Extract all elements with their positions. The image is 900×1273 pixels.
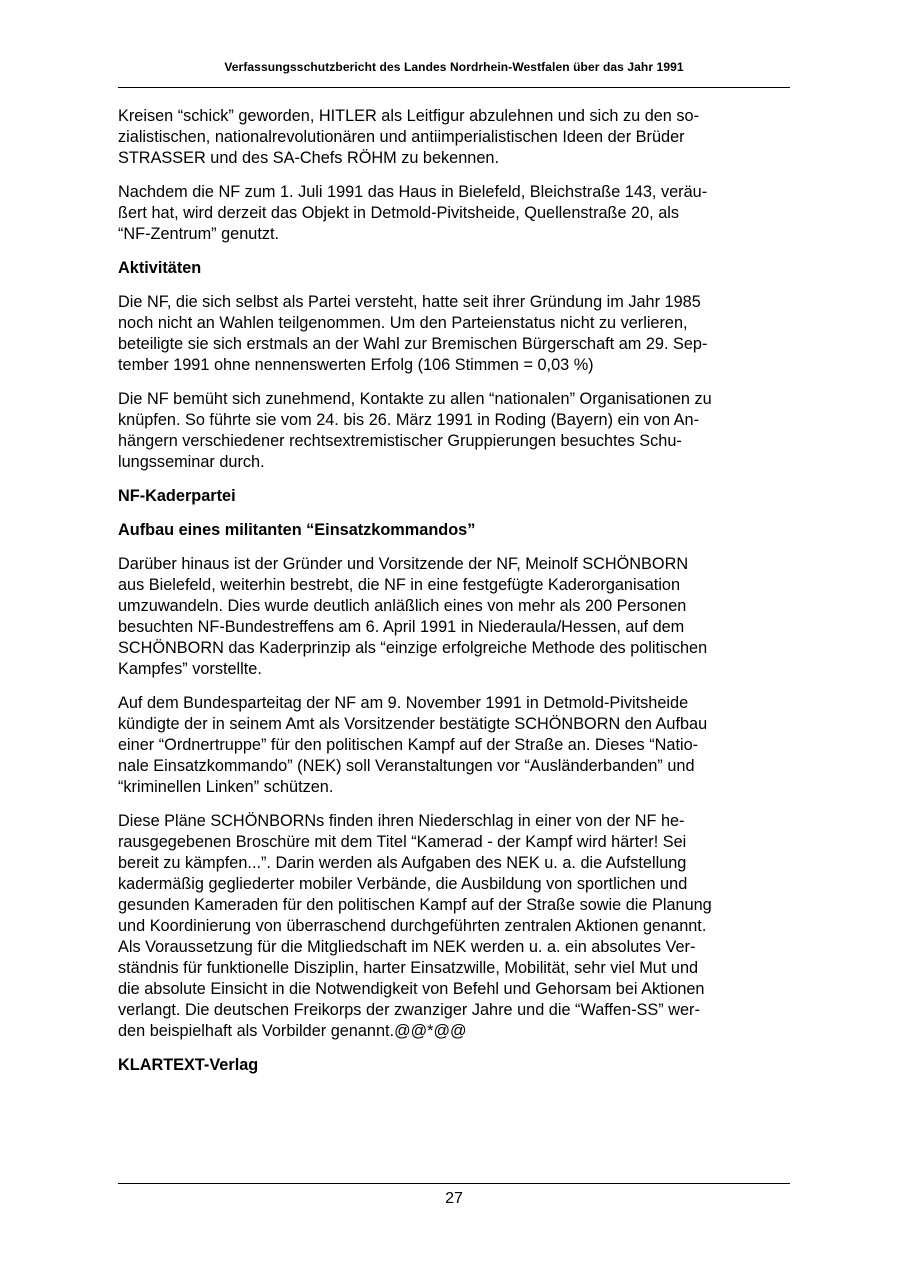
page-body <box>118 106 790 1089</box>
heading-einsatzkommando: Aufbau eines militanten “Einsatzkommandos” <box>118 521 476 539</box>
paragraph-strasser: Kreisen “schick” geworden, HITLER als Leitfigur abzulehnen und sich zu den so- zialistischen, nationalrevolutionären und antiimperialistischen Ideen der Brüder STRASSER und des SA-Chefs RÖHM zu bekennen. <box>118 107 699 167</box>
paragraph-ordnertruppe: Auf dem Bundesparteitag der NF am 9. November 1991 in Detmold-Pivitsheide kündigte der in seinem Amt als Vorsitzender bestätigte SCHÖNBORN den Aufbau einer “Ordnertruppe” für den politischen Kampf auf der Straße an. Dieses “Natio- nale Einsatzkommando” (NEK) soll Veranstaltungen vor “Ausländerbanden” und “kriminellen Linken” schützen. <box>118 694 708 796</box>
page-number: 27 <box>445 1190 463 1207</box>
heading-kaderpartei: NF-Kaderpartei <box>118 487 236 505</box>
paragraph-nf-zentrum: Nachdem die NF zum 1. Juli 1991 das Haus in Bielefeld, Bleichstraße 143, veräu- ßert hat, wird derzeit das Objekt in Detmold-Pivitsheide, Quellenstraße 20, als “NF-Zentrum” genutzt. <box>118 183 708 243</box>
paragraph-wahlen: Die NF, die sich selbst als Partei versteht, hatte seit ihrer Gründung im Jahr 1985 noch nicht an Wahlen teilgenommen. Um den Parteienstatus nicht zu verlieren, beteiligte sie sich erstmals an der Wahl zur Bremischen Bürgerschaft am 29. Sep- tember 1991 ohne nennenswerten Erfolg (106 Stimmen = 0,03 %) <box>118 293 708 374</box>
paragraph-kaderorganisation: Darüber hinaus ist der Gründer und Vorsitzende der NF, Meinolf SCHÖNBORN aus Bielefeld, weiterhin bestrebt, die NF in eine festgefügte Kaderorganisation umzuwandeln. Dies wurde deutlich anläßlich eines von mehr als 200 Personen besuchten NF-Bundestreffens am 6. April 1991 in Niederaula/Hessen, auf dem SCHÖNBORN das Kaderprinzip als “einzige erfolgreiche Methode des politischen Kampfes” vorstellte. <box>118 555 708 678</box>
paragraph-kontakte: Die NF bemüht sich zunehmend, Kontakte zu allen “nationalen” Organisationen zu knüpfen. So führte sie vom 24. bis 26. März 1991 in Roding (Bayern) ein von An- hängern verschiedener rechtsextremistischer Gruppierungen besuchtes Schu- lungsseminar durch. <box>118 390 712 471</box>
paragraph-broschuere: Diese Pläne SCHÖNBORNs finden ihren Niederschlag in einer von der NF he- rausgegebenen Broschüre mit dem Titel “Kamerad - der Kampf wird härter! Sei bereit zu kämpfen...”. Darin werden als Aufgaben des NEK u. a. die Aufstellung kadermäßig gegliederter mobiler Verbände, die Ausbildung von sportlichen und gesunden Kameraden für den politischen Kampf auf der Straße sowie die Planung und Koordinierung von überraschend durchgeführten zentralen Aktionen genannt. Als Voraussetzung für die Mitgliedschaft im NEK werden u. a. ein absolutes Ver- ständnis für funktionelle Disziplin, harter Einsatzwille, Mobilität, sehr viel Mut und die absolute Einsicht in die Notwendigkeit von Befehl und Gehorsam bei Aktionen verlangt. Die deutschen Freikorps der zwanziger Jahre und die “Waffen-SS” wer- den beispielhaft als Vorbilder genannt.@@*@@ <box>118 812 712 1040</box>
footer-divider <box>118 1183 790 1184</box>
running-header: Verfassungsschutzbericht des Landes Nordrhein-Westfalen über das Jahr 1991 <box>224 60 684 74</box>
header-divider <box>118 87 790 88</box>
heading-klartext-verlag: KLARTEXT-Verlag <box>118 1056 259 1074</box>
heading-aktivitaeten: Aktivitäten <box>118 259 202 277</box>
